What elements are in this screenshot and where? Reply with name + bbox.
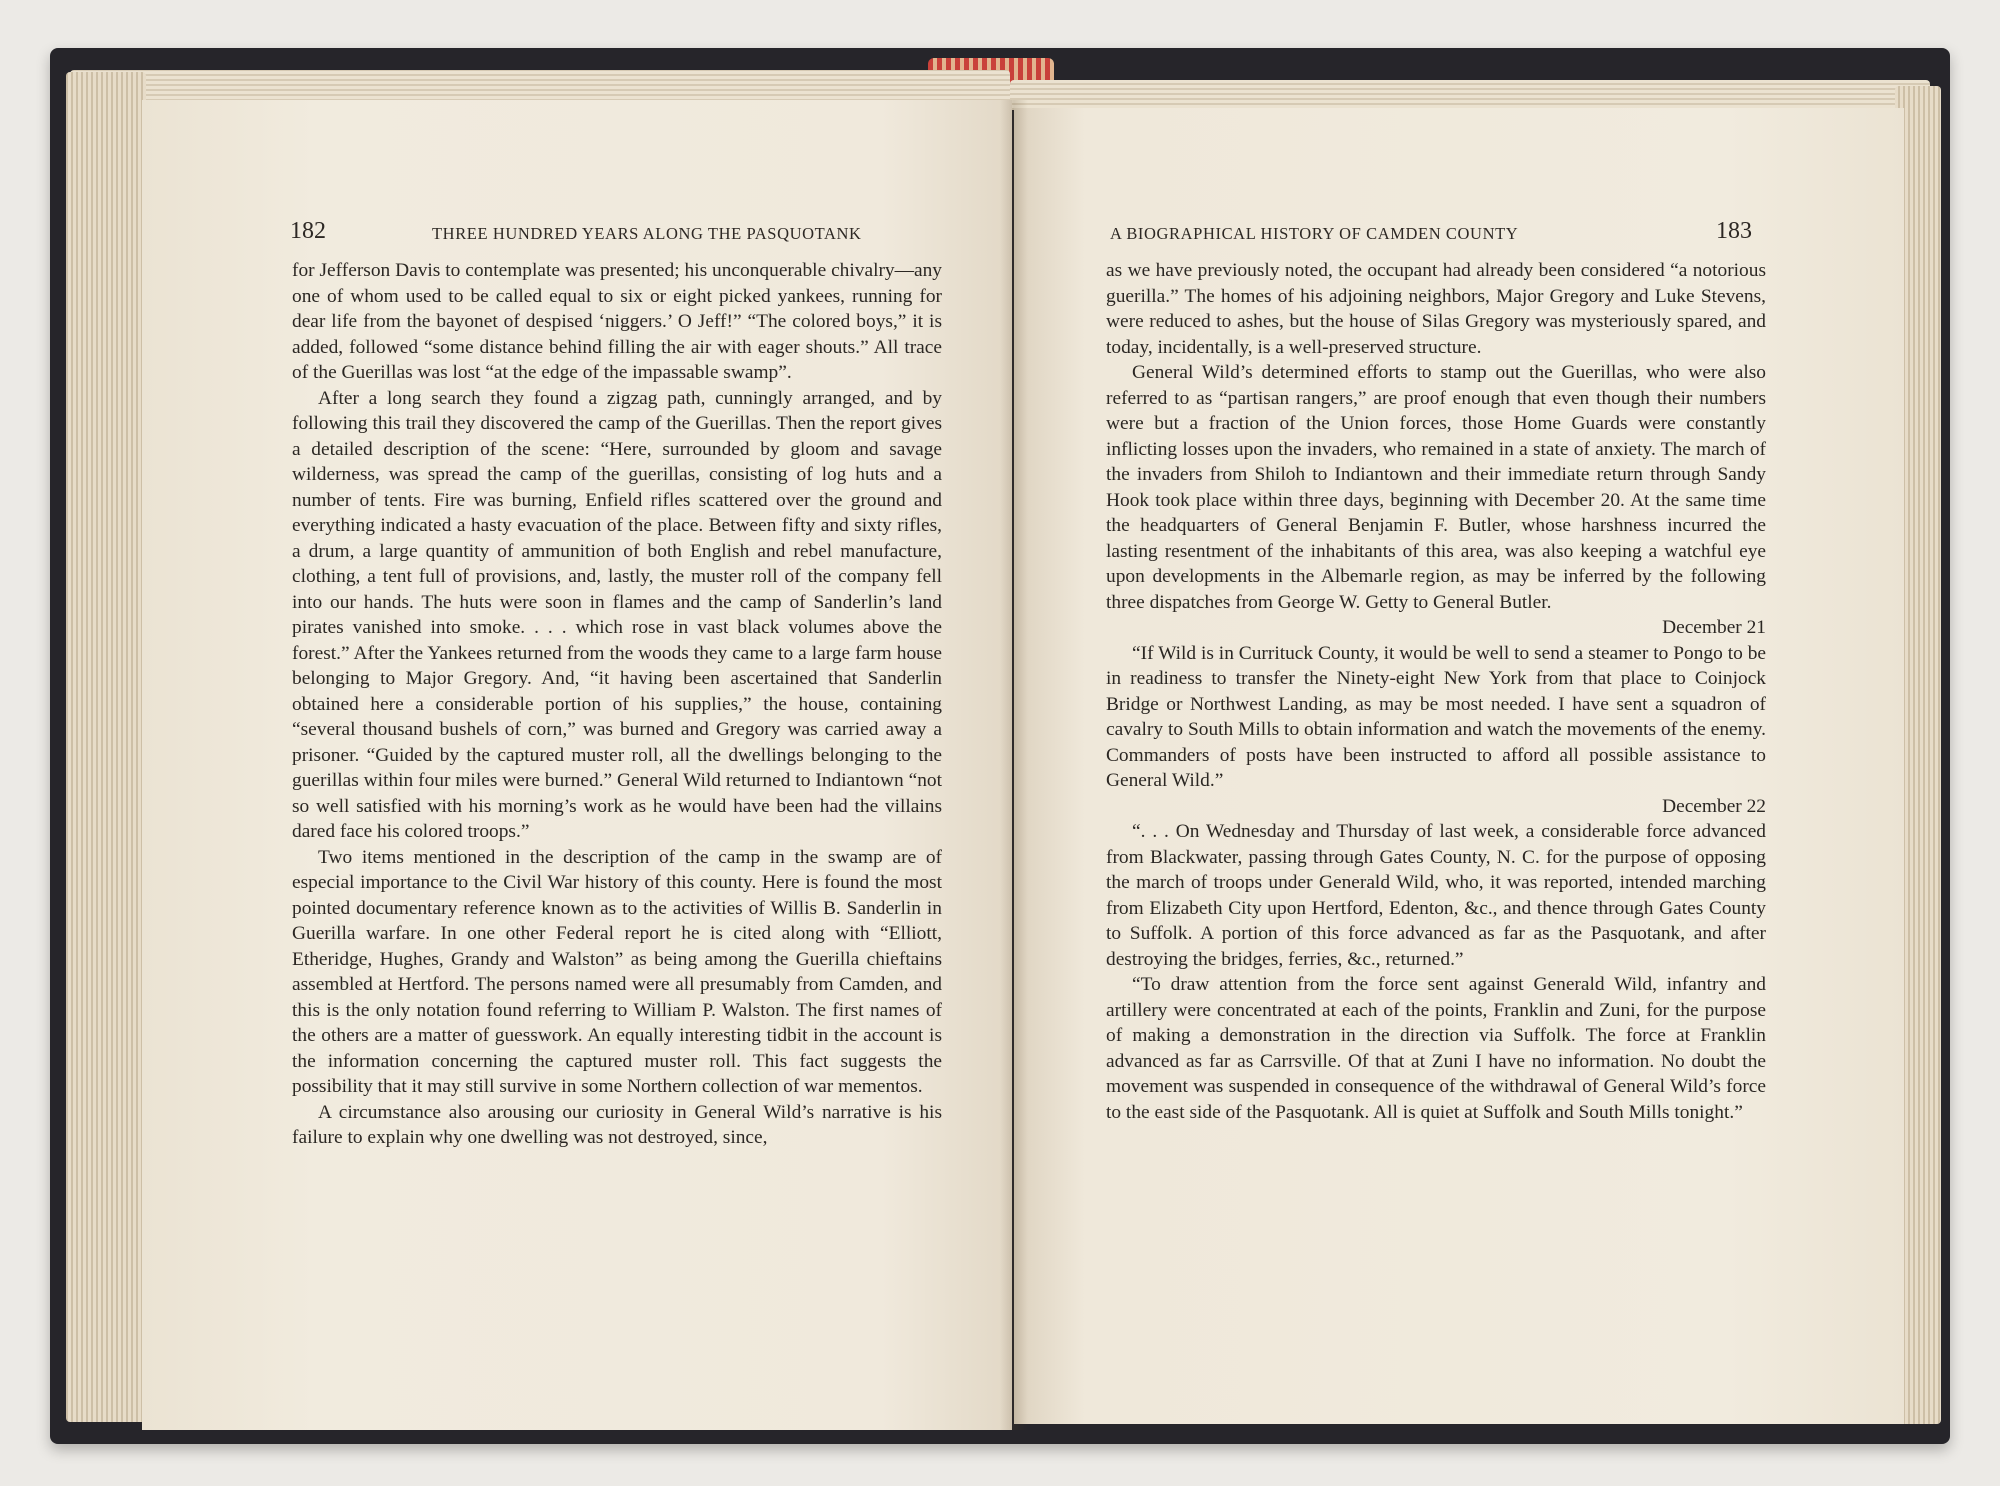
left-page bbox=[142, 100, 1012, 1430]
page-edges-top-right bbox=[1010, 80, 1930, 110]
left-body-text bbox=[292, 258, 942, 1151]
right-body-text bbox=[1106, 258, 1766, 1125]
book-gutter bbox=[1000, 100, 1028, 1430]
paragraph: for Jefferson Davis to contemplate was presented; his unconquerable chivalry—any one of whom used to be called equal to six or eight picked yankees, running for dear life from the bayonet of despised ‘niggers.’ O Jeff!” “The colored boys,” it is added, followed “some distance behind filling the air with eager shouts.” All trace of the Guerillas was lost “at the edge of the impassable swamp”. bbox=[292, 260, 942, 383]
paragraph: General Wild’s determined efforts to stamp out the Guerillas, who were also referred to as “partisan rangers,” are proof enough that even though their numbers were but a fraction of the Union forces, those Home Guards were constantly inflicting losses upon the invaders, who remained in a state of anxiety. The march of the invaders from Shiloh to Indiantown and their immediate return through Sandy Hook took place within three days, beginning with December 20. At the same time the headquarters of General Benjamin F. Butler, whose harshness incurred the lasting resentment of the inhabitants of this area, was also keeping a watchful eye upon developments in the Albemarle region, as may be inferred by the following three dispatches from George W. Getty to General Butler. bbox=[1106, 362, 1766, 613]
page-edges-left bbox=[66, 72, 146, 1422]
page-number: 183 bbox=[1716, 218, 1752, 244]
page-number: 182 bbox=[290, 218, 326, 244]
running-head: A BIOGRAPHICAL HISTORY OF CAMDEN COUNTY bbox=[1110, 224, 1519, 243]
paragraph: A circumstance also arousing our curiosity in General Wild’s narrative is his failure to explain why one dwelling was not destroyed, since, bbox=[292, 1101, 942, 1148]
right-page bbox=[1014, 108, 1904, 1424]
paragraph: as we have previously noted, the occupant had already been considered “a notorious guerilla.” The homes of his adjoining neighbors, Major Gregory and Luke Stevens, were reduced to ashes, but the house of Silas Gregory was mysteriously spared, and today, incidentally, is a well-preserved structure. bbox=[1106, 260, 1766, 358]
running-head: THREE HUNDRED YEARS ALONG THE PASQUOTANK bbox=[432, 224, 862, 243]
dispatch-text: “If Wild is in Currituck County, it would be well to send a steamer to Pongo to be in readiness to transfer the Ninety-eight New York from that place to Coinjock Bridge or Northwest Landing, as may be most needed. I have sent a squadron of cavalry to South Mills to obtain information and watch the movements of the enemy. Commanders of posts have been instructed to afford all possible assistance to General Wild.” bbox=[1106, 642, 1766, 791]
dispatch-date: December 21 bbox=[1662, 617, 1766, 638]
dispatch-text: “To draw attention from the force sent against Generald Wild, infantry and artillery were concentrated at each of the points, Franklin and Zuni, for the purpose of making a demonstration in the direction via Suffolk. The force at Franklin advanced as far as Carrsville. Of that at Zuni I have no information. No doubt the movement was suspended in consequence of the withdrawal of General Wild’s force to the east side of the Pasquotank. All is quiet at Suffolk and South Mills tonight.” bbox=[1106, 974, 1766, 1123]
paragraph: Two items mentioned in the description of the camp in the swamp are of especial importance to the Civil War history of this county. Here is found the most pointed documentary reference known as to the activities of Willis B. Sanderlin in Guerilla warfare. In one other Federal report he is cited along with “Elliott, Etheridge, Hughes, Grandy and Walston” as being among the Guerilla chieftains assembled at Hertford. The persons named were all presumably from Camden, and this is the only notation found referring to William P. Walston. The first names of the others are a matter of guesswork. An equally interesting tidbit in the account is the information concerning the captured muster roll. This fact suggests the possibility that it may still survive in some Northern collection of war mementos. bbox=[292, 846, 942, 1097]
dispatch-text: “. . . On Wednesday and Thursday of last week, a considerable force advanced from Blackwater, passing through Gates County, N. C. for the purpose of opposing the march of troops under Generald Wild, who, it was reported, intended marching from Elizabeth City upon Hertford, Edenton, &c., and thence through Gates County to Suffolk. A portion of this force advanced as far as the Pasquotank, and after destroying the bridges, ferries, &c., returned.” bbox=[1106, 821, 1766, 970]
dispatch-date: December 22 bbox=[1662, 795, 1766, 817]
paragraph: After a long search they found a zigzag path, cunningly arranged, and by following this trail they discovered the camp of the Guerillas. Then the report gives a detailed description of the scene: “Here, surrounded by gloom and savage wilderness, was spread the camp of the guerillas, consisting of log huts and a number of tents. Fire was burning, Enfield rifles scattered over the ground and everything indicated a hasty evacuation of the place. Between fifty and sixty rifles, a drum, a large quantity of ammunition of both English and rebel manufacture, clothing, a tent full of provisions, and, lastly, the muster roll of the company fell into our hands. The huts were soon in flames and the camp of Sanderlin’s land pirates vanished into smoke. . . . which rose in vast black volumes above the forest.” After the Yankees returned from the woods they came to a large farm house belonging to Major Gregory. And, “it having been ascertained that Sanderlin obtained here a considerable portion of his supplies,” the house, containing “several thousand bushels of corn,” was burned and Gregory was carried away a prisoner. “Guided by the captured muster roll, all the dwellings belonging to the guerillas within four miles were burned.” General Wild returned to Indiantown “not so well satisfied with his morning’s work as he would have been had the villains dared face his colored troops.” bbox=[292, 387, 942, 842]
